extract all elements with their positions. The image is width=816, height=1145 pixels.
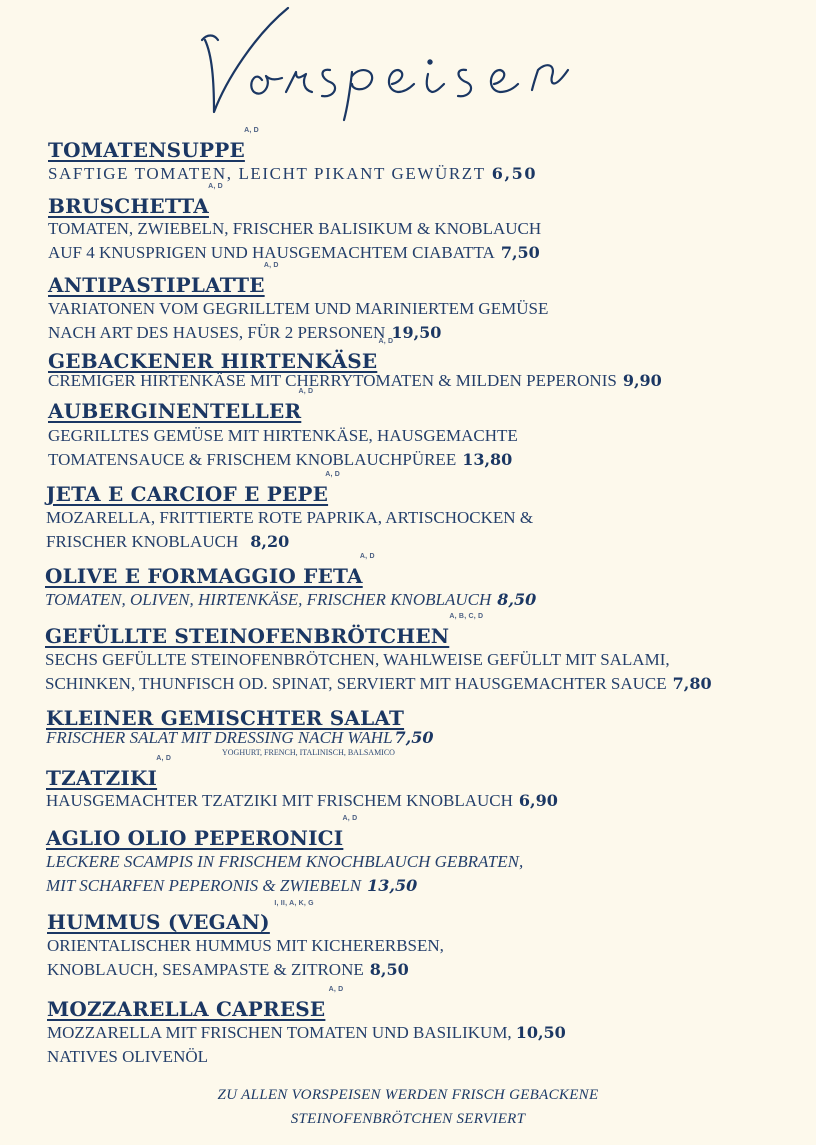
item-description: MOZZARELLA MIT FRISCHEN TOMATEN UND BASILIKUM, 10,50 NATIVES OLIVENÖL bbox=[47, 1023, 566, 1066]
allergen-note: I, II, A, K, G bbox=[274, 900, 314, 907]
item-description: VARIATONEN VOM GEGRILLTEM UND MARINIERTEM GEMÜSE NACH ART DES HAUSES, FÜR 2 PERSONEN 19,50 bbox=[48, 299, 549, 342]
menu-item-antipastiplatte bbox=[48, 262, 788, 345]
item-name: GEBACKENER HIRTENKÄSE A, D bbox=[48, 338, 394, 373]
vorspeisen-script-title bbox=[0, 0, 816, 125]
item-name: KLEINER GEMISCHTER SALAT bbox=[46, 706, 405, 730]
allergen-note: A, D bbox=[325, 471, 341, 478]
allergen-note: A, D bbox=[342, 815, 358, 822]
item-description: SAFTIGE TOMATEN, LEICHT PIKANT GEWÜRZT 6,50 bbox=[48, 164, 538, 183]
item-name: GEFÜLLTE STEINOFENBRÖTCHEN A, B, C, D bbox=[45, 613, 484, 648]
menu-item-bruschetta bbox=[48, 183, 788, 265]
item-price: 13,80 bbox=[462, 450, 513, 469]
item-price: 10,50 bbox=[515, 1023, 566, 1042]
item-name: AGLIO OLIO PEPERONICI A, D bbox=[46, 815, 358, 850]
item-name: HUMMUS (VEGAN) I, II, A, K, G bbox=[47, 900, 314, 934]
allergen-note: A, D bbox=[359, 553, 375, 560]
menu-item-tzatziki bbox=[46, 755, 786, 813]
item-description: HAUSGEMACHTER TZATZIKI MIT FRISCHEM KNOBLAUCH 6,90 bbox=[46, 791, 558, 810]
item-price: 7,80 bbox=[672, 674, 712, 693]
item-price: 8,50 bbox=[369, 960, 409, 979]
menu-item-aglio-olio-peperonici bbox=[46, 815, 786, 898]
allergen-note: A, D bbox=[328, 986, 344, 993]
item-name: TZATZIKI A, D bbox=[46, 755, 172, 790]
item-price: 6,90 bbox=[518, 791, 558, 810]
item-price: 9,90 bbox=[622, 371, 662, 390]
allergen-note: A, B, C, D bbox=[449, 613, 484, 620]
item-name: TOMATENSUPPE A, D bbox=[48, 127, 259, 162]
menu-item-jeta-e-carciof bbox=[46, 471, 786, 554]
item-price: 7,50 bbox=[394, 728, 434, 747]
allergen-note: A, D bbox=[244, 127, 259, 134]
item-description: SECHS GEFÜLLTE STEINOFENBRÖTCHEN, WAHLWEISE GEFÜLLT MIT SALAMI, SCHINKEN, THUNFISCH OD. SPINAT, SERVIERT MIT HAUSGEMACHTER SAUCE 7,80 bbox=[45, 650, 712, 693]
item-description: TOMATEN, OLIVEN, HIRTENKÄSE, FRISCHER KNOBLAUCH 8,50 bbox=[45, 590, 537, 609]
item-description: CREMIGER HIRTENKÄSE MIT CHERRYTOMATEN & MILDEN PEPERONIS 9,90 bbox=[48, 371, 662, 390]
item-description: GEGRILLTES GEMÜSE MIT HIRTENKÄSE, HAUSGEMACHTE TOMATENSAUCE & FRISCHEM KNOBLAUCHPÜREE 13,80 bbox=[48, 426, 518, 469]
item-price: 8,50 bbox=[497, 590, 537, 609]
item-name: ANTIPASTIPLATTE A, D bbox=[48, 262, 279, 297]
menu-item-hummus-vegan bbox=[47, 900, 787, 982]
item-name: AUBERGINENTELLER A, D bbox=[48, 388, 314, 423]
item-price: 13,50 bbox=[367, 876, 418, 895]
item-description: LECKERE SCAMPIS IN FRISCHEM KNOCHBLAUCH GEBRATEN, MIT SCHARFEN PEPERONIS & ZWIEBELN 13,50 bbox=[46, 852, 524, 895]
menu-item-mozzarella-caprese bbox=[47, 986, 787, 1069]
allergen-note: A, D bbox=[156, 755, 172, 762]
menu-footer-note bbox=[0, 1083, 816, 1131]
menu-item-gebackener-hirtenkaese bbox=[48, 338, 788, 393]
item-name: OLIVE E FORMAGGIO FETA A, D bbox=[45, 553, 375, 588]
menu-item-tomatensuppe bbox=[48, 127, 788, 186]
menu-item-gefuellte-steinofenbroetchen bbox=[45, 613, 785, 696]
item-price: 8,20 bbox=[250, 532, 290, 551]
item-price: 7,50 bbox=[500, 243, 540, 262]
item-description: ORIENTALISCHER HUMMUS MIT KICHERERBSEN, KNOBLAUCH, SESAMPASTE & ZITRONE 8,50 bbox=[47, 936, 444, 979]
item-description: MOZARELLA, FRITTIERTE ROTE PAPRIKA, ARTISCHOCKEN & FRISCHER KNOBLAUCH 8,20 bbox=[46, 508, 534, 551]
item-description: TOMATEN, ZWIEBELN, FRISCHER BALISIKUM & KNOBLAUCH AUF 4 KNUSPRIGEN UND HAUSGEMACHTEM CIABATTA 7,50 bbox=[48, 219, 542, 262]
allergen-note: A, D bbox=[298, 388, 314, 395]
footer-line-1: ZU ALLEN VORSPEISEN WERDEN FRISCH GEBACKENE bbox=[217, 1087, 599, 1103]
allergen-note: A, D bbox=[263, 262, 279, 269]
item-price: 19,50 bbox=[391, 323, 442, 342]
allergen-note: A, D bbox=[378, 338, 394, 345]
item-name: MOZZARELLA CAPRESE A, D bbox=[47, 986, 344, 1021]
menu-item-auberginenteller bbox=[48, 388, 788, 472]
allergen-note: A, D bbox=[208, 183, 223, 190]
menu-item-olive-e-formaggio bbox=[45, 553, 785, 612]
item-name: BRUSCHETTA A, D bbox=[48, 183, 223, 218]
menu-item-kleiner-gemischter-salat bbox=[46, 706, 786, 757]
menu-title bbox=[0, 0, 816, 125]
item-price: 6,50 bbox=[491, 164, 538, 183]
footer-line-2: STEINOFENBRÖTCHEN SERVIERT bbox=[290, 1111, 526, 1127]
item-name: JETA E CARCIOF E PEPE A, D bbox=[46, 471, 341, 506]
item-description: FRISCHER SALAT MIT DRESSING NACH WAHL 7,50 bbox=[46, 728, 434, 747]
dressing-options-note: YOGHURT, FRENCH, ITALINISCH, BALSAMICO bbox=[222, 748, 395, 757]
